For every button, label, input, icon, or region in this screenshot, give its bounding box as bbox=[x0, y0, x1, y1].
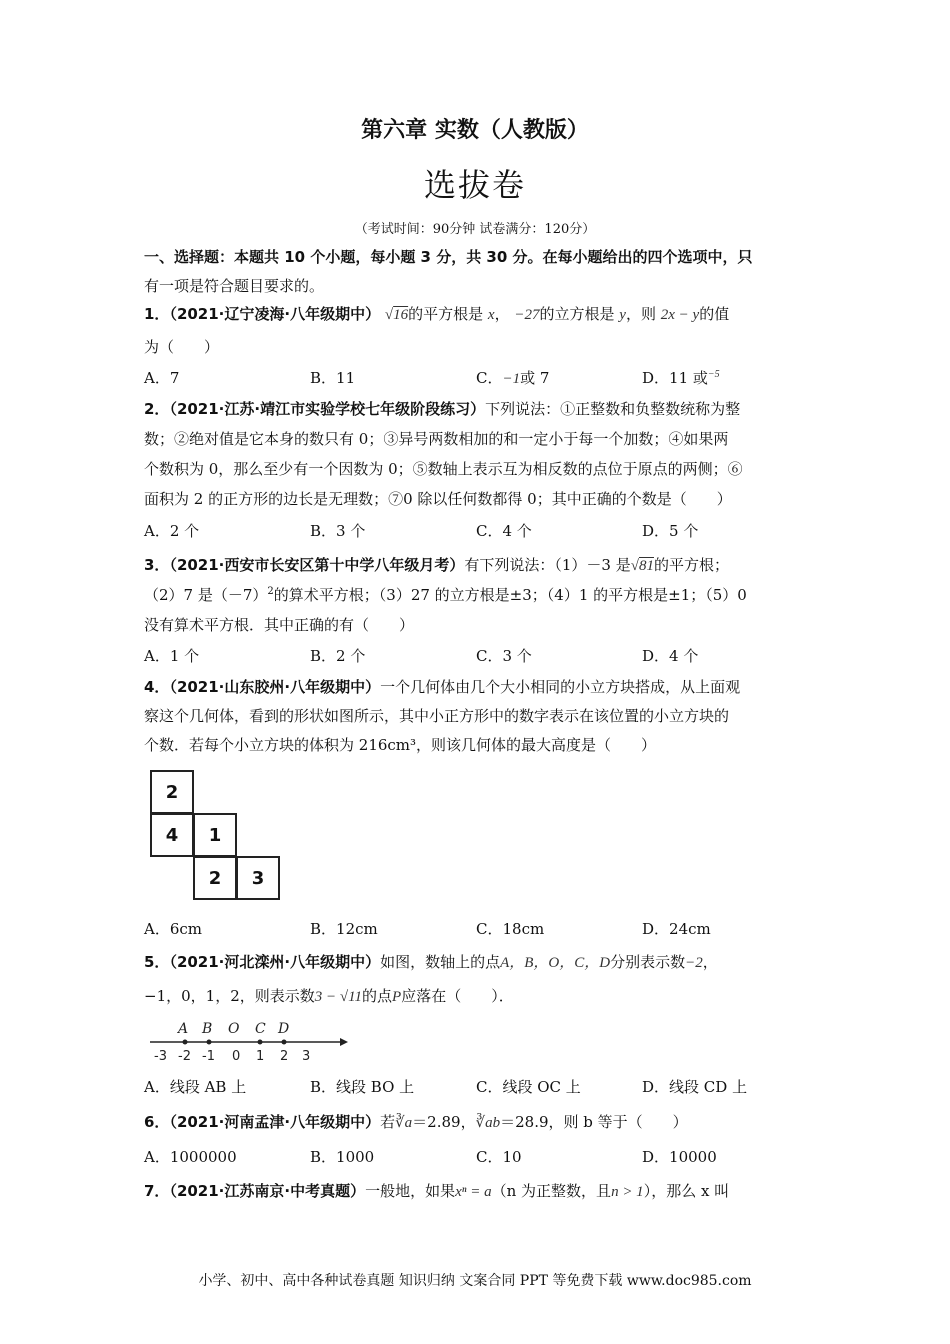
point-label: B bbox=[202, 1021, 213, 1037]
question-5-line1: 5．（2021·河北滦州·八年级期中）如图，数轴上的点A，B，O，C，D分别表示数−2， bbox=[144, 953, 718, 971]
question-3-line1: 3．（2021·西安市长安区第十中学八年级月考）有下列说法：（1）－3 是√81的平方根； bbox=[144, 556, 729, 574]
q2-option-d[interactable]: D．5 个 bbox=[642, 522, 699, 540]
paper-subtitle: 选拔卷 bbox=[423, 166, 526, 204]
q5-option-a[interactable]: A．线段 AB 上 bbox=[144, 1078, 247, 1096]
tick-label: 2 bbox=[280, 1049, 289, 1064]
q6-option-a[interactable]: A．1000000 bbox=[144, 1148, 237, 1166]
question-1-line2: 为（ ） bbox=[144, 338, 220, 356]
question-2-line1: 2．（2021·江苏·靖江市实验学校七年级阶段练习）下列说法：①正整数和负整数统称为整 bbox=[144, 400, 741, 418]
section-heading-line1: 一、选择题：本题共 10 个小题，每小题 3 分，共 30 分。在每小题给出的四个选项中，只 bbox=[144, 248, 753, 266]
sqrt-16: √16 bbox=[384, 307, 409, 323]
point-label: O bbox=[228, 1021, 240, 1037]
axis-arrow bbox=[340, 1038, 348, 1046]
question-number: 1． bbox=[144, 305, 170, 323]
footer-ad: 小学、初中、高中各种试卷真题 知识归纳 文案合同 PPT 等免费下载 www.doc985.com bbox=[198, 1273, 752, 1289]
point-dot bbox=[207, 1040, 212, 1045]
question-1-line1: 1．（2021·辽宁凌海·八年级期中） √16的平方根是 x， −27的立方根是 y，则 2x − y的值 bbox=[144, 305, 730, 323]
grid-cell: 2 bbox=[150, 770, 194, 814]
point-label: A bbox=[178, 1021, 189, 1037]
question-4-line1: 4．（2021·山东胶州·八年级期中）一个几何体由几个大小相同的小立方块搭成，从上面观 bbox=[144, 678, 741, 696]
question-2-line3: 个数积为 0，那么至少有一个因数为 0；⑤数轴上表示互为相反数的点位于原点的两侧；⑥ bbox=[144, 460, 743, 478]
question-2-line2: 数；②绝对值是它本身的数只有 0；③异号两数相加的和一定小于每一个加数；④如果两 bbox=[144, 430, 729, 448]
point-dot bbox=[258, 1040, 263, 1045]
q3-option-c[interactable]: C．3 个 bbox=[476, 647, 532, 665]
q3-option-b[interactable]: B．2 个 bbox=[310, 647, 366, 665]
question-source: （2021·辽宁凌海·八年级期中） bbox=[169, 305, 381, 323]
question-7-line1: 7．（2021·江苏南京·中考真题）一般地，如果xⁿ = a（n 为正整数，且n > 1），那么 x 叫 bbox=[144, 1182, 730, 1200]
q4-option-a[interactable]: A．6cm bbox=[144, 920, 203, 938]
q4-option-d[interactable]: D．24cm bbox=[642, 920, 711, 938]
tick-label: -1 bbox=[202, 1049, 215, 1064]
q4-option-b[interactable]: B．12cm bbox=[310, 920, 378, 938]
grid-cell: 4 bbox=[150, 813, 194, 857]
tick-label: -3 bbox=[154, 1049, 167, 1064]
point-label: C bbox=[255, 1021, 266, 1037]
point-label: D bbox=[278, 1021, 290, 1037]
q6-option-d[interactable]: D．10000 bbox=[642, 1148, 717, 1166]
q4-option-c[interactable]: C．18cm bbox=[476, 920, 545, 938]
question-2-line4: 面积为 2 的正方形的边长是无理数；⑦0 除以任何数都得 0；其中正确的个数是（ ） bbox=[144, 490, 732, 508]
q2-option-b[interactable]: B．3 个 bbox=[310, 522, 366, 540]
grid-cell: 1 bbox=[193, 813, 237, 857]
grid-cell: 2 bbox=[193, 856, 237, 900]
tick-label: 1 bbox=[256, 1049, 265, 1064]
chapter-title: 第六章 实数（人教版） bbox=[361, 118, 589, 143]
q5-option-c[interactable]: C．线段 OC 上 bbox=[476, 1078, 581, 1096]
q1-option-c[interactable]: C．−1或 7 bbox=[476, 369, 550, 387]
q1-option-a[interactable]: A．7 bbox=[144, 369, 180, 387]
question-5-line2: −1，0，1，2，则表示数3 − √11的点P应落在（ ）． bbox=[144, 987, 514, 1005]
q1-option-b[interactable]: B．11 bbox=[310, 369, 356, 387]
q5-option-d[interactable]: D．线段 CD 上 bbox=[642, 1078, 748, 1096]
section-heading-line2: 有一项是符合题目要求的。 bbox=[144, 277, 325, 295]
question-6-line1: 6．（2021·河南孟津·八年级期中）若∛a＝2.89，∛ab＝28.9，则 b 等于（ ） bbox=[144, 1113, 688, 1131]
q1-option-d[interactable]: D．11 或$^{-5}$ bbox=[642, 369, 720, 387]
point-dot bbox=[282, 1040, 287, 1045]
tick-label: 0 bbox=[232, 1049, 241, 1064]
q2-option-c[interactable]: C．4 个 bbox=[476, 522, 532, 540]
question-4-line3: 个数．若每个小立方块的体积为 216cm³，则该几何体的最大高度是（ ） bbox=[144, 736, 657, 754]
q2-option-a[interactable]: A．2 个 bbox=[144, 522, 200, 540]
tick-label: 3 bbox=[302, 1049, 311, 1064]
exam-info: （考试时间：90分钟 试卷满分：120分） bbox=[354, 222, 596, 237]
question-3-line2: （2）7 是$(-7)^2$的算术平方根；（3）27 的立方根是±3；（4）1 的平方根是±1；（5）0 bbox=[144, 586, 747, 604]
q3-option-a[interactable]: A．1 个 bbox=[144, 647, 200, 665]
q6-option-c[interactable]: C．10 bbox=[476, 1148, 522, 1166]
point-dot bbox=[183, 1040, 188, 1045]
number-line-figure bbox=[144, 1015, 354, 1065]
grid-cell: 3 bbox=[236, 856, 280, 900]
q3-option-d[interactable]: D．4 个 bbox=[642, 647, 699, 665]
q5-option-b[interactable]: B．线段 BO 上 bbox=[310, 1078, 415, 1096]
tick-label: -2 bbox=[178, 1049, 191, 1064]
question-4-line2: 察这个几何体，看到的形状如图所示，其中小正方形中的数字表示在该位置的小立方块的 bbox=[144, 707, 730, 725]
q6-option-b[interactable]: B．1000 bbox=[310, 1148, 375, 1166]
question-3-line3: 没有算术平方根．其中正确的有（ ） bbox=[144, 616, 415, 634]
